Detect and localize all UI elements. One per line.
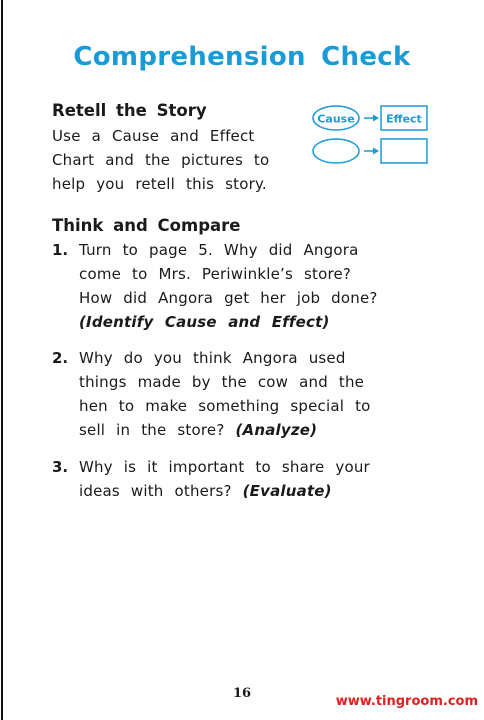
retell-heading: Retell the Story	[52, 101, 207, 120]
question-skill: (Identify Cause and Effect)	[79, 313, 330, 331]
question-skill: (Analyze)	[235, 421, 318, 439]
question-text: Turn to page 5. Why did Angora come to Mrs. Periwinkle’s store? How did Angora get her job done?	[79, 241, 378, 307]
think-heading: Think and Compare	[52, 216, 241, 235]
effect-box-empty	[381, 139, 427, 163]
cause-oval-empty	[313, 139, 359, 163]
retell-text: Use a Cause and Effect Chart and the pictures to help you retell this story.	[52, 127, 270, 193]
page-edge	[1, 0, 3, 720]
cause-label: Cause	[317, 112, 355, 126]
page-title: Comprehension Check	[73, 42, 411, 72]
page-number: 16	[232, 686, 252, 701]
question-3	[52, 455, 382, 503]
question-number: 1.	[52, 241, 69, 259]
arrow-head-1	[373, 115, 379, 122]
cause-effect-chart	[310, 104, 432, 168]
watermark: www.tingroom.com	[335, 694, 478, 709]
question-number: 3.	[52, 458, 69, 476]
question-1	[52, 238, 382, 334]
arrow-head-2	[373, 148, 379, 155]
effect-label: Effect	[386, 112, 422, 126]
question-2	[52, 346, 382, 442]
question-text: Why do you think Angora used things made by the cow and the hen to make something special to sell in the store?	[79, 349, 371, 439]
question-skill: (Evaluate)	[242, 482, 332, 500]
question-number: 2.	[52, 349, 69, 367]
question-text: Why is it important to share your ideas with others?	[79, 458, 370, 500]
